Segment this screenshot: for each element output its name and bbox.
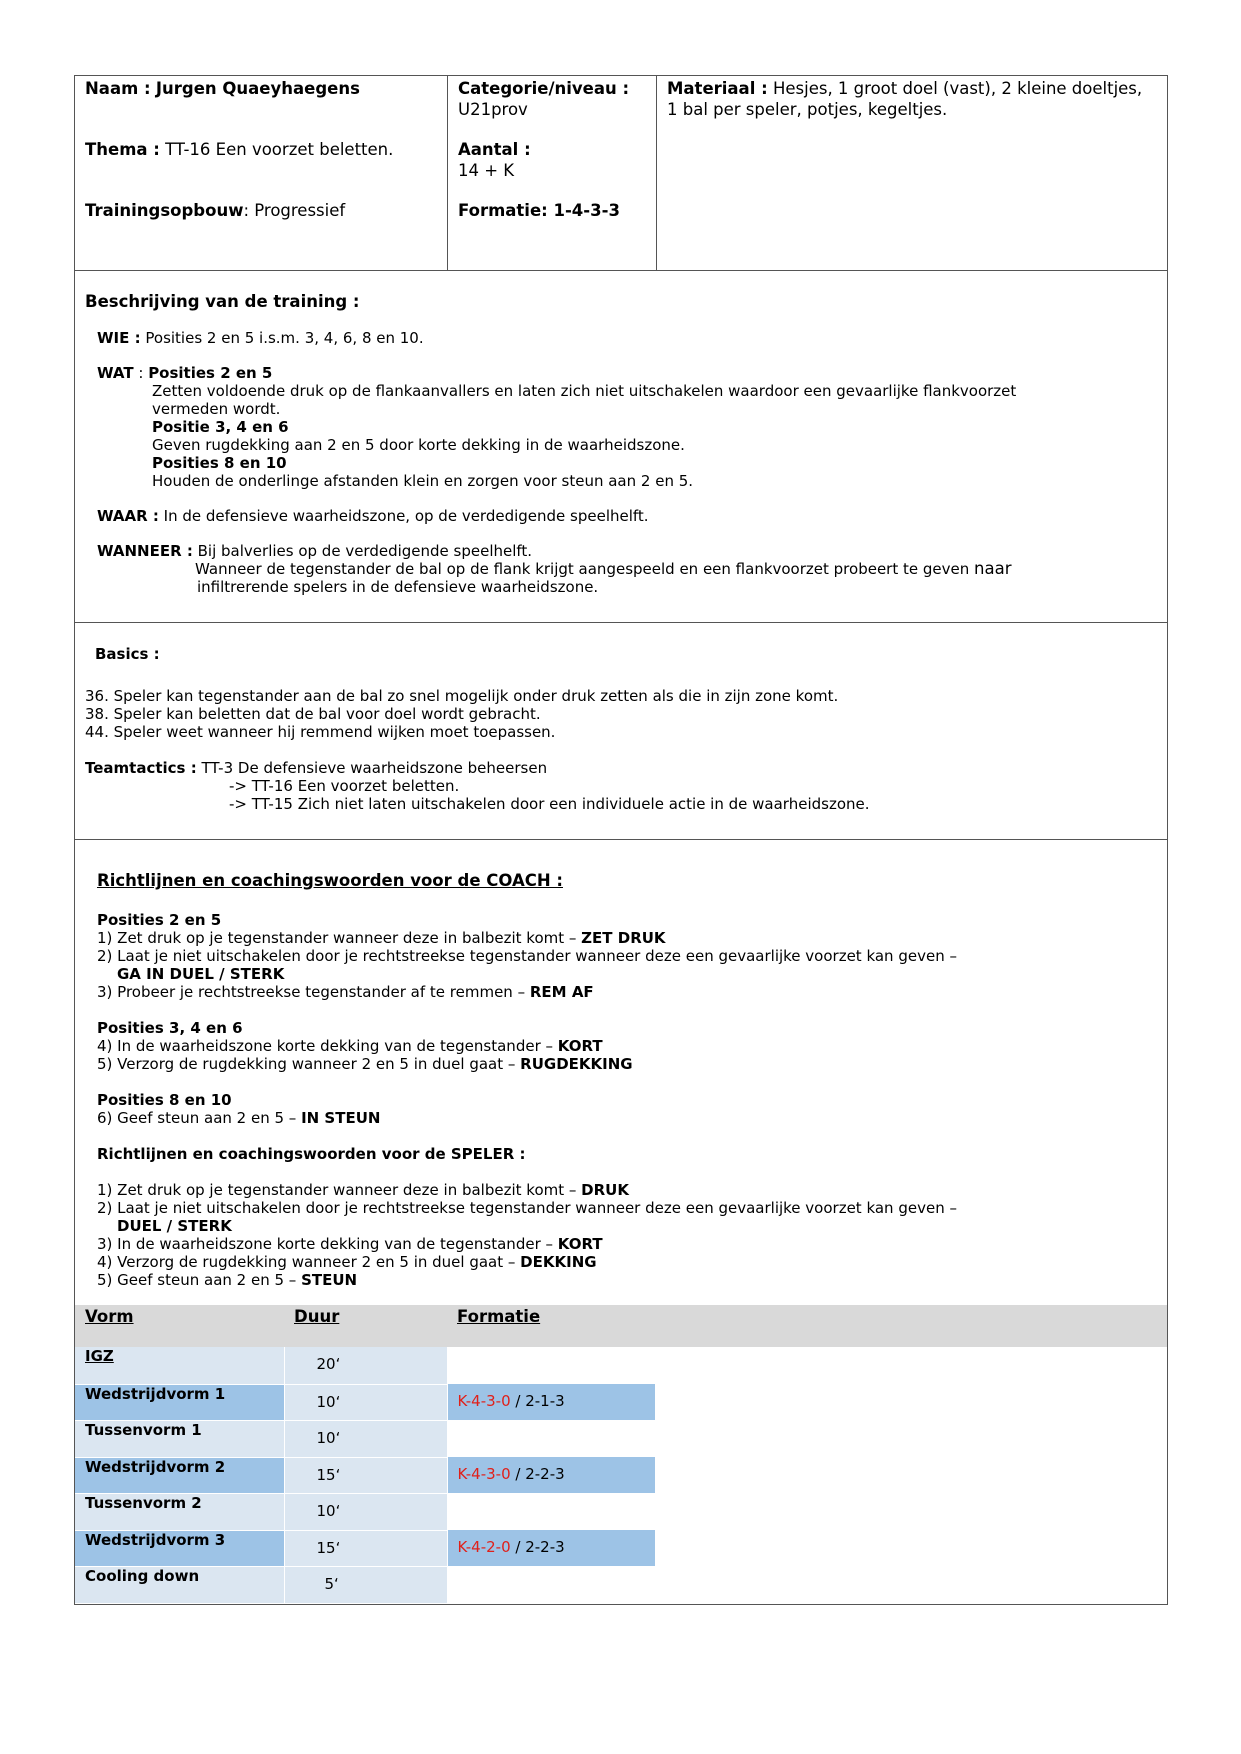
basics-section <box>75 623 1167 840</box>
opbouw-line <box>85 200 437 221</box>
coach-group-2 <box>97 1019 1157 1073</box>
coach-text: 6) Geef steun aan 2 en 5 – <box>97 1109 297 1127</box>
wat-group-title: Posities 8 en 10 <box>152 454 287 472</box>
wanneer-label: WANNEER : <box>97 542 193 560</box>
formatie-cell <box>447 1384 655 1420</box>
schedule-header-empty <box>655 1305 1167 1347</box>
speler-keyword: DUEL / STERK <box>117 1217 232 1235</box>
duur-cell <box>284 1493 447 1530</box>
header-col-name <box>75 76 448 270</box>
formatie-keeper: K-4-3-0 <box>457 1392 511 1410</box>
duur-cell <box>284 1530 447 1566</box>
duur-value: 10‘ <box>316 1428 341 1447</box>
naam-line <box>85 78 437 99</box>
schedule-table <box>75 1305 1167 1604</box>
opbouw-value: : Progressief <box>243 201 346 220</box>
basics-list <box>85 687 1157 741</box>
coach-keyword: IN STEUN <box>301 1109 381 1127</box>
vorm-cell: Tussenvorm 2 <box>75 1493 284 1530</box>
duur-cell <box>284 1420 447 1457</box>
header-col-categorie <box>448 76 657 270</box>
opbouw-label: Trainingsopbouw <box>85 201 244 220</box>
vorm-cell: Cooling down <box>75 1566 284 1603</box>
coach-text: 4) In de waarheidszone korte dekking van de tegenstander – <box>97 1037 553 1055</box>
beschrijving-title: Beschrijving van de training : <box>85 292 360 311</box>
coach-line <box>97 947 1157 965</box>
waar-value: In de defensieve waarheidszone, op de verdedigende speelhelft. <box>163 507 649 525</box>
coach-text: 5) Verzorg de rugdekking wanneer 2 en 5 in duel gaat – <box>97 1055 516 1073</box>
formatie-rest: / 2-2-3 <box>510 1538 565 1556</box>
table-row <box>75 1530 1167 1566</box>
empty-cell <box>655 1347 1167 1384</box>
formatie-label: Formatie: 1-4-3-3 <box>458 201 620 220</box>
speler-text: 2) Laat je niet uitschakelen door je rechtstreekse tegenstander wanneer deze een gevaarlijke voorzet kan geven – <box>97 1199 957 1217</box>
wanneer-text: infiltrerende spelers in de defensieve waarheidszone. <box>197 578 599 596</box>
wat-label: WAT <box>97 364 134 382</box>
formatie-cell <box>447 1420 655 1457</box>
wie-label: WIE : <box>97 329 141 347</box>
beschrijving-section <box>75 271 1167 623</box>
coach-group-title: Posities 8 en 10 <box>97 1091 232 1109</box>
speler-line <box>97 1253 1157 1271</box>
coach-line <box>97 983 1157 1001</box>
header-row <box>75 76 1167 271</box>
speler-text: 3) In de waarheidszone korte dekking van de tegenstander – <box>97 1235 553 1253</box>
duur-cell <box>284 1566 447 1603</box>
formatie-keeper: K-4-2-0 <box>457 1538 511 1556</box>
coach-group-title: Posities 2 en 5 <box>97 911 222 929</box>
speler-line <box>97 1181 1157 1199</box>
basics-item: 36. Speler kan tegenstander aan de bal zo snel mogelijk onder druk zetten als die in zijn zone komt. <box>85 687 839 705</box>
table-row <box>75 1420 1167 1457</box>
speler-keyword: KORT <box>557 1235 603 1253</box>
coach-title: Richtlijnen en coachingswoorden voor de COACH : <box>97 871 563 890</box>
wat-colon: : <box>138 364 144 382</box>
naam-value: Jurgen Quaeyhaegens <box>155 79 360 98</box>
coach-text: 3) Probeer je rechtstreekse tegenstander af te remmen – <box>97 983 526 1001</box>
duur-value: 15‘ <box>316 1465 341 1484</box>
speler-list <box>97 1181 1157 1289</box>
coach-group-title: Posities 3, 4 en 6 <box>97 1019 243 1037</box>
header-col-materiaal <box>657 76 1167 270</box>
speler-text: 5) Geef steun aan 2 en 5 – <box>97 1271 297 1289</box>
wat-line <box>97 364 1157 382</box>
waar-label: WAAR : <box>97 507 159 525</box>
coach-line <box>97 1055 1157 1073</box>
coach-keyword: KORT <box>557 1037 603 1055</box>
wanneer-text: Wanneer de tegenstander de bal op de flank krijgt aangespeeld en een flankvoorzet probeert te geven <box>195 560 970 578</box>
wanneer-text-end: naar <box>974 559 1012 578</box>
aantal-label: Aantal : <box>458 140 531 159</box>
coach-keyword: GA IN DUEL / STERK <box>117 965 285 983</box>
categorie-value: U21prov <box>458 100 528 119</box>
formatie-cell <box>447 1530 655 1566</box>
wie-line <box>97 329 1157 347</box>
aantal-value: 14 + K <box>458 161 515 180</box>
coach-group-1 <box>97 911 1157 1001</box>
formatie-cell <box>447 1457 655 1493</box>
vorm-cell: Wedstrijdvorm 1 <box>75 1384 284 1420</box>
schedule-header-vorm: Vorm <box>75 1305 284 1347</box>
speler-text: 1) Zet druk op je tegenstander wanneer deze in balbezit komt – <box>97 1181 577 1199</box>
table-row <box>75 1457 1167 1493</box>
wanneer-value: Bij balverlies op de verdedigende speelhelft. <box>197 542 533 560</box>
materiaal-line <box>667 78 1157 120</box>
empty-cell <box>655 1530 1167 1566</box>
speler-keyword: STEUN <box>301 1271 358 1289</box>
empty-cell <box>655 1457 1167 1493</box>
duur-cell <box>284 1384 447 1420</box>
vorm-cell: Wedstrijdvorm 2 <box>75 1457 284 1493</box>
training-sheet <box>74 75 1168 1605</box>
wat-details <box>97 382 1157 490</box>
wat-group-title: Posities 2 en 5 <box>148 364 273 382</box>
empty-cell <box>655 1566 1167 1603</box>
teamtactics-sub-item: -> TT-15 Zich niet laten uitschakelen door een individuele actie in de waarheidszone. <box>229 795 870 813</box>
thema-label: Thema : <box>85 140 160 159</box>
teamtactics-line <box>85 759 1157 777</box>
duur-value: 20‘ <box>316 1355 341 1373</box>
wat-text: Houden de onderlinge afstanden klein en zorgen voor steun aan 2 en 5. <box>152 472 694 490</box>
empty-cell <box>655 1493 1167 1530</box>
schedule-header-duur: Duur <box>284 1305 447 1347</box>
schedule-header-row <box>75 1305 1167 1347</box>
duur-cell <box>284 1457 447 1493</box>
speler-title: Richtlijnen en coachingswoorden voor de SPELER : <box>97 1145 526 1163</box>
basics-item: 44. Speler weet wanneer hij remmend wijken moet toepassen. <box>85 723 556 741</box>
duur-value: 5‘ <box>324 1574 339 1593</box>
coach-group-3 <box>97 1091 1157 1127</box>
empty-cell <box>655 1420 1167 1457</box>
coach-line <box>97 929 1157 947</box>
thema-value: TT-16 Een voorzet beletten. <box>165 140 394 159</box>
table-row <box>75 1347 1167 1384</box>
wanneer-details <box>97 560 1157 596</box>
teamtactics-value: TT-3 De defensieve waarheidszone beheersen <box>201 759 548 777</box>
basics-title: Basics : <box>95 645 160 663</box>
empty-cell <box>655 1384 1167 1420</box>
thema-line <box>85 139 437 160</box>
coach-keyword: RUGDEKKING <box>520 1055 633 1073</box>
wat-text: vermeden wordt. <box>152 400 281 418</box>
formatie-keeper: K-4-3-0 <box>457 1465 511 1483</box>
formatie-cell <box>447 1493 655 1530</box>
speler-line <box>97 1271 1157 1289</box>
waar-line <box>97 507 1157 525</box>
coach-keyword: ZET DRUK <box>581 929 666 947</box>
schedule-header-formatie: Formatie <box>447 1305 655 1347</box>
speler-keyword: DRUK <box>581 1181 629 1199</box>
speler-text: 4) Verzorg de rugdekking wanneer 2 en 5 in duel gaat – <box>97 1253 516 1271</box>
coach-line <box>97 1037 1157 1055</box>
categorie-label: Categorie/niveau : <box>458 79 630 98</box>
basics-item: 38. Speler kan beletten dat de bal voor doel wordt gebracht. <box>85 705 541 723</box>
wat-group-title: Positie 3, 4 en 6 <box>152 418 289 436</box>
formatie-cell <box>447 1347 655 1384</box>
speler-line <box>97 1199 1157 1217</box>
coach-keyword: REM AF <box>529 983 594 1001</box>
vorm-cell: IGZ <box>75 1347 284 1384</box>
wat-text: Zetten voldoende druk op de flankaanvallers en laten zich niet uitschakelen waardoor een gevaarlijke flankvoorzet <box>152 382 1017 400</box>
table-row <box>75 1493 1167 1530</box>
materiaal-value: Hesjes, 1 groot doel (vast), 2 kleine doeltjes, 1 bal per speler, potjes, kegeltjes. <box>667 79 1143 119</box>
table-row <box>75 1384 1167 1420</box>
formatie-rest: / 2-1-3 <box>510 1392 565 1410</box>
coach-text: 2) Laat je niet uitschakelen door je rechtstreekse tegenstander wanneer deze een gevaarlijke voorzet kan geven – <box>97 947 957 965</box>
vorm-cell: Wedstrijdvorm 3 <box>75 1530 284 1566</box>
wie-value: Posities 2 en 5 i.s.m. 3, 4, 6, 8 en 10. <box>145 329 424 347</box>
duur-value: 10‘ <box>316 1501 341 1520</box>
naam-label: Naam : <box>85 79 151 98</box>
speler-keyword: DEKKING <box>520 1253 597 1271</box>
formatie-cell <box>447 1566 655 1603</box>
wanneer-line <box>97 542 1157 560</box>
duur-cell <box>284 1347 447 1384</box>
wat-text: Geven rugdekking aan 2 en 5 door korte dekking in de waarheidszone. <box>152 436 685 454</box>
duur-value: 10‘ <box>316 1392 341 1411</box>
vorm-cell: Tussenvorm 1 <box>75 1420 284 1457</box>
wanneer-line2 <box>195 560 1157 578</box>
coach-line <box>97 1109 1157 1127</box>
materiaal-label: Materiaal : <box>667 79 768 98</box>
teamtactics-sub <box>85 777 1157 813</box>
coach-text: 1) Zet druk op je tegenstander wanneer deze in balbezit komt – <box>97 929 577 947</box>
coaching-section <box>75 840 1167 1305</box>
duur-value: 15‘ <box>316 1538 341 1557</box>
formatie-rest: / 2-2-3 <box>510 1465 565 1483</box>
table-row <box>75 1566 1167 1603</box>
speler-line <box>97 1235 1157 1253</box>
teamtactics-sub-item: -> TT-16 Een voorzet beletten. <box>229 777 460 795</box>
teamtactics-label: Teamtactics : <box>85 759 197 777</box>
